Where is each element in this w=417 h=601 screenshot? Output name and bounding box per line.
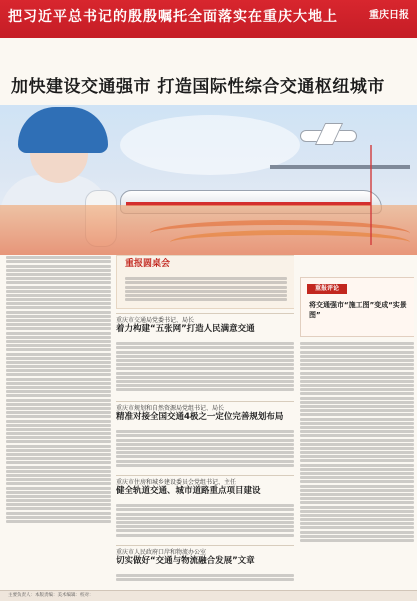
banner-title: 把习近平总书记的殷殷嘱托全面落实在重庆大地上 xyxy=(8,9,338,25)
commentary-box xyxy=(300,277,414,337)
commentary-tag: 重报评论 xyxy=(307,284,347,294)
right-column-text xyxy=(300,341,414,581)
article-4-title: 切实做好“交通与物流融合发展”文章 xyxy=(116,556,255,566)
article-4-body xyxy=(116,573,294,585)
masthead xyxy=(324,6,409,34)
article-2-body xyxy=(116,429,294,474)
article-3-title: 健全轨道交通、城市道路重点项目建设 xyxy=(116,486,261,496)
article-1-body xyxy=(116,341,294,401)
main-headline: 加快建设交通强市 打造国际性综合交通枢纽城市 xyxy=(11,77,385,97)
article-4-speaker: 重庆市人民政府口岸和物流办公室 xyxy=(116,549,207,556)
roundtable-title: 重报圆桌会 xyxy=(125,259,171,269)
divider xyxy=(116,401,294,402)
commentary-title: 将交通强市“施工图”变成“实景图” xyxy=(309,301,407,319)
divider xyxy=(116,545,294,546)
middle-column xyxy=(116,255,294,585)
divider xyxy=(116,313,294,314)
article-2-speaker: 重庆市规划和自然资源局党组书记、局长 xyxy=(116,405,225,412)
helmet-icon xyxy=(18,107,108,153)
right-column xyxy=(300,255,414,585)
page-footer: 主要负责人：本版责编：美术编辑：校对： xyxy=(0,590,417,601)
article-2-title: 精准对接全国交通4极之一定位完善规划布局 xyxy=(116,412,284,422)
hero-illustration xyxy=(0,105,417,255)
roundtable-text xyxy=(125,276,287,304)
article-1-title: 着力构建“五张网”打造人民满意交通 xyxy=(116,324,255,334)
article-1-speaker: 重庆市交通局党委书记、局长 xyxy=(116,317,195,324)
city-skyline xyxy=(0,205,417,255)
article-3-body xyxy=(116,503,294,543)
masthead-brand: 重庆日报 xyxy=(369,10,409,21)
article-3-speaker: 重庆市住房和城乡建设委员会党组书记、主任 xyxy=(116,479,237,486)
left-column-text xyxy=(6,255,111,585)
divider xyxy=(116,475,294,476)
article-columns xyxy=(0,255,417,590)
top-banner xyxy=(0,0,417,38)
photo-credit-mark xyxy=(370,145,402,245)
roundtable-box xyxy=(116,255,294,309)
